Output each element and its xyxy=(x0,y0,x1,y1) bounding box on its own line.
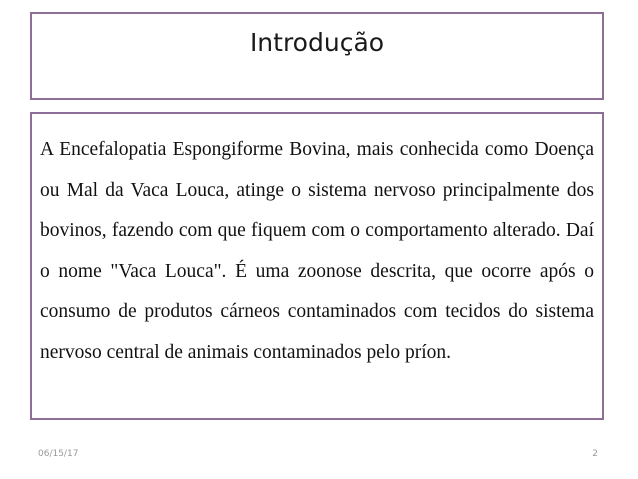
title-box xyxy=(30,12,604,100)
footer-page-number: 2 xyxy=(592,449,598,459)
slide-title: Introdução xyxy=(249,28,385,57)
footer-date: 06/15/17 xyxy=(38,449,79,459)
body-paragraph: A Encefalopatia Espongiforme Bovina, mais conhecida como Doença ou Mal da Vaca Louca, atinge o sistema nervoso principalmente dos bovinos, fazendo com que fiquem com o comportamento alterado. Daí o nome "Vaca Louca". É uma zoonose descrita, que ocorre após o consumo de produtos cárneos contaminados com tecidos do sistema nervoso central de animais contaminados pelo príon. xyxy=(40,139,594,363)
content-box xyxy=(30,112,604,420)
